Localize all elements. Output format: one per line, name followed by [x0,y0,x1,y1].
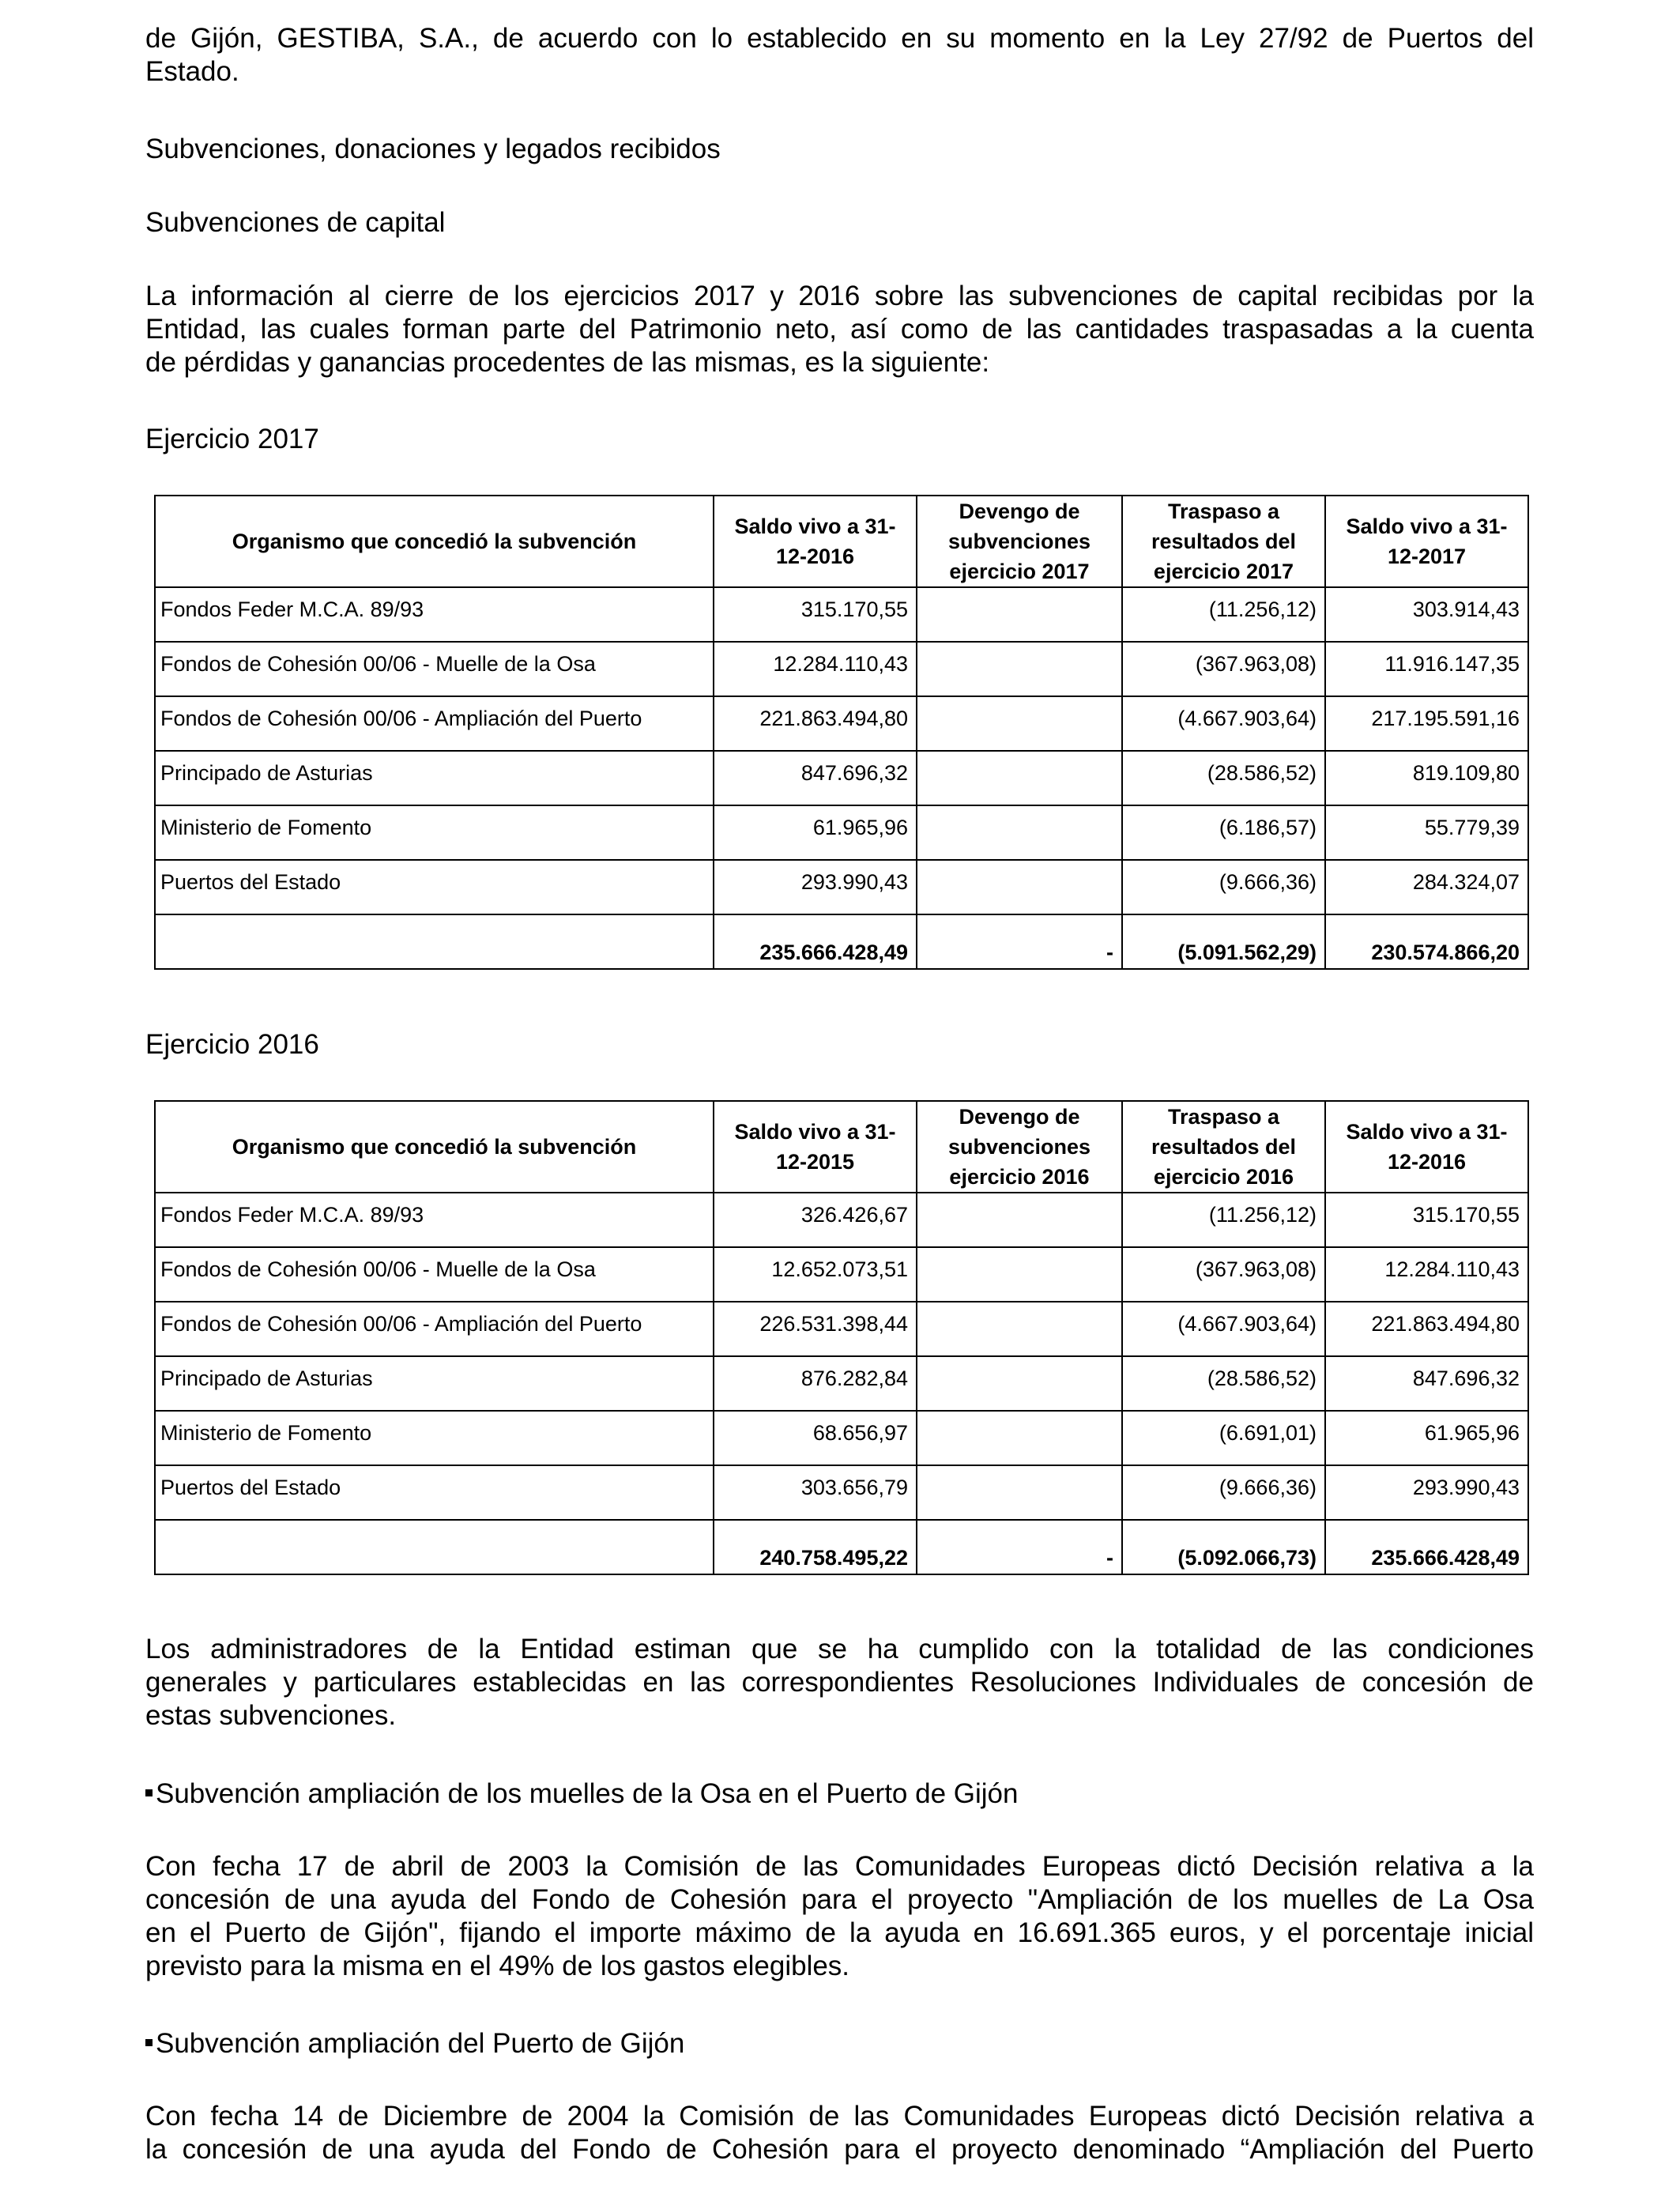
table-row [155,696,1528,751]
cell-devengo [917,805,1122,860]
cell-devengo [917,587,1122,642]
section-heading-capital: Subvenciones de capital [145,207,446,238]
cell-saldo-final: 315.170,55 [1325,1193,1528,1247]
intro-paragraph [145,22,1534,89]
cell-traspaso: (11.256,12) [1122,1193,1325,1247]
cell-saldo-final: 55.779,39 [1325,805,1528,860]
cell-organismo: Fondos de Cohesión 00/06 - Muelle de la Osa [155,642,714,696]
text-line: Con fecha 14 de Diciembre de 2004 la Comisión de las Comunidades Europeas dictó Decisión relativa a [145,2101,1534,2132]
cell-traspaso: (28.586,52) [1122,1356,1325,1411]
cell-devengo [917,751,1122,805]
column-header-devengo: Devengo de subvenciones ejercicio 2017 [917,496,1122,587]
cell-traspaso: (6.691,01) [1122,1411,1325,1465]
osa-paragraph [145,1850,1534,1983]
cell-saldo-inicial: 61.965,96 [714,805,917,860]
cell-saldo-inicial: 847.696,32 [714,751,917,805]
text-line: generales y particulares establecidas en las correspondientes Resoluciones Individuales de concesión de [145,1667,1534,1698]
table-row [155,805,1528,860]
total-traspaso: (5.091.562,29) [1122,914,1325,969]
cell-saldo-inicial: 68.656,97 [714,1411,917,1465]
bullet-text: Subvención ampliación de los muelles de la Osa en el Puerto de Gijón [156,1778,1019,1809]
table-row [155,1465,1528,1520]
total-traspaso: (5.092.066,73) [1122,1520,1325,1574]
total-saldo-inicial: 240.758.495,22 [714,1520,917,1574]
text-line: Los administradores de la Entidad estiman que se ha cumplido con la totalidad de las condiciones [145,1634,1534,1664]
text-line: en el Puerto de Gijón", fijando el importe máximo de la ayuda en 16.691.365 euros, y el porcentaje inicial [145,1917,1534,1948]
cell-saldo-final: 847.696,32 [1325,1356,1528,1411]
total-organismo [155,1520,714,1574]
total-saldo-inicial: 235.666.428,49 [714,914,917,969]
cell-organismo: Fondos de Cohesión 00/06 - Muelle de la Osa [155,1247,714,1302]
cell-saldo-final: 303.914,43 [1325,587,1528,642]
column-header-saldo-final: Saldo vivo a 31-12-2016 [1325,1101,1528,1193]
puerto-paragraph [145,2100,1534,2166]
text-line: Entidad, las cuales forman parte del Patrimonio neto, así como de las cantidades traspasadas a la cuenta [145,314,1534,345]
cell-saldo-final: 293.990,43 [1325,1465,1528,1520]
cell-organismo: Fondos de Cohesión 00/06 - Ampliación del Puerto [155,696,714,751]
table-row [155,642,1528,696]
cell-traspaso: (28.586,52) [1122,751,1325,805]
text-line: de pérdidas y ganancias procedentes de las mismas, es la siguiente: [145,347,990,378]
cell-saldo-inicial: 293.990,43 [714,860,917,914]
cell-saldo-inicial: 226.531.398,44 [714,1302,917,1356]
info-paragraph [145,280,1534,379]
total-saldo-final: 230.574.866,20 [1325,914,1528,969]
column-header-organismo: Organismo que concedió la subvención [155,1101,714,1193]
cell-saldo-inicial: 326.426,67 [714,1193,917,1247]
cell-organismo: Puertos del Estado [155,860,714,914]
table-row [155,1193,1528,1247]
cell-saldo-inicial: 303.656,79 [714,1465,917,1520]
admin-paragraph [145,1633,1534,1732]
table-2017-heading: Ejercicio 2017 [145,424,319,454]
cell-organismo: Ministerio de Fomento [155,805,714,860]
cell-organismo: Principado de Asturias [155,751,714,805]
table-row [155,1411,1528,1465]
cell-devengo [917,696,1122,751]
bullet-text: Subvención ampliación del Puerto de Gijón [156,2028,685,2059]
cell-saldo-inicial: 12.652.073,51 [714,1247,917,1302]
total-devengo: - [917,914,1122,969]
total-devengo: - [917,1520,1122,1574]
bullet-heading-osa [145,1777,1534,1811]
cell-traspaso: (367.963,08) [1122,1247,1325,1302]
cell-devengo [917,1302,1122,1356]
cell-traspaso: (9.666,36) [1122,1465,1325,1520]
cell-devengo [917,1193,1122,1247]
table-row [155,860,1528,914]
table-total-row [155,914,1528,969]
cell-organismo: Ministerio de Fomento [155,1411,714,1465]
total-organismo [155,914,714,969]
cell-saldo-inicial: 315.170,55 [714,587,917,642]
cell-traspaso: (11.256,12) [1122,587,1325,642]
total-saldo-final: 235.666.428,49 [1325,1520,1528,1574]
cell-traspaso: (9.666,36) [1122,860,1325,914]
text-line: concesión de una ayuda del Fondo de Cohesión para el proyecto "Ampliación de los muelles de La Osa [145,1884,1534,1915]
table-header-row [155,496,1528,587]
cell-saldo-inicial: 876.282,84 [714,1356,917,1411]
cell-saldo-final: 819.109,80 [1325,751,1528,805]
subsidy-table-2016 [154,1100,1529,1575]
text-line: de Gijón, GESTIBA, S.A., de acuerdo con lo establecido en su momento en la Ley 27/92 de Puertos del [145,23,1534,54]
text-line: la concesión de una ayuda del Fondo de Cohesión para el proyecto denominado “Ampliación del Puerto [145,2134,1534,2165]
column-header-saldo-final: Saldo vivo a 31-12-2017 [1325,496,1528,587]
cell-saldo-final: 12.284.110,43 [1325,1247,1528,1302]
cell-organismo: Fondos de Cohesión 00/06 - Ampliación del Puerto [155,1302,714,1356]
cell-traspaso: (4.667.903,64) [1122,1302,1325,1356]
text-line: Estado. [145,56,239,87]
cell-traspaso: (4.667.903,64) [1122,696,1325,751]
table-2016-heading: Ejercicio 2016 [145,1029,319,1060]
subsidy-table-2017 [154,495,1529,970]
cell-organismo: Fondos Feder M.C.A. 89/93 [155,587,714,642]
cell-saldo-final: 217.195.591,16 [1325,696,1528,751]
cell-organismo: Fondos Feder M.C.A. 89/93 [155,1193,714,1247]
table-header-row [155,1101,1528,1193]
cell-devengo [917,1356,1122,1411]
cell-traspaso: (6.186,57) [1122,805,1325,860]
cell-devengo [917,1465,1122,1520]
cell-devengo [917,642,1122,696]
cell-saldo-final: 11.916.147,35 [1325,642,1528,696]
text-line: previsto para la misma en el 49% de los gastos elegibles. [145,1951,850,1981]
square-bullet-icon [145,1789,153,1796]
cell-devengo [917,1247,1122,1302]
cell-saldo-inicial: 12.284.110,43 [714,642,917,696]
table-row [155,751,1528,805]
bullet-heading-puerto [145,2027,1534,2060]
column-header-saldo-inicial: Saldo vivo a 31-12-2016 [714,496,917,587]
column-header-traspaso: Traspaso a resultados del ejercicio 2017 [1122,496,1325,587]
cell-saldo-final: 221.863.494,80 [1325,1302,1528,1356]
cell-organismo: Puertos del Estado [155,1465,714,1520]
text-line: La información al cierre de los ejercicios 2017 y 2016 sobre las subvenciones de capital recibidas por la [145,281,1534,311]
cell-organismo: Principado de Asturias [155,1356,714,1411]
square-bullet-icon [145,2039,153,2046]
cell-traspaso: (367.963,08) [1122,642,1325,696]
text-line: estas subvenciones. [145,1700,397,1731]
table-row [155,1247,1528,1302]
column-header-organismo: Organismo que concedió la subvención [155,496,714,587]
column-header-traspaso: Traspaso a resultados del ejercicio 2016 [1122,1101,1325,1193]
cell-saldo-final: 284.324,07 [1325,860,1528,914]
cell-devengo [917,860,1122,914]
section-heading-subvenciones: Subvenciones, donaciones y legados recibidos [145,134,721,164]
column-header-saldo-inicial: Saldo vivo a 31-12-2015 [714,1101,917,1193]
text-line: Con fecha 17 de abril de 2003 la Comisión de las Comunidades Europeas dictó Decisión relativa a la [145,1851,1534,1882]
table-row [155,1356,1528,1411]
column-header-devengo: Devengo de subvenciones ejercicio 2016 [917,1101,1122,1193]
table-row [155,587,1528,642]
cell-saldo-inicial: 221.863.494,80 [714,696,917,751]
cell-saldo-final: 61.965,96 [1325,1411,1528,1465]
table-total-row [155,1520,1528,1574]
cell-devengo [917,1411,1122,1465]
table-row [155,1302,1528,1356]
